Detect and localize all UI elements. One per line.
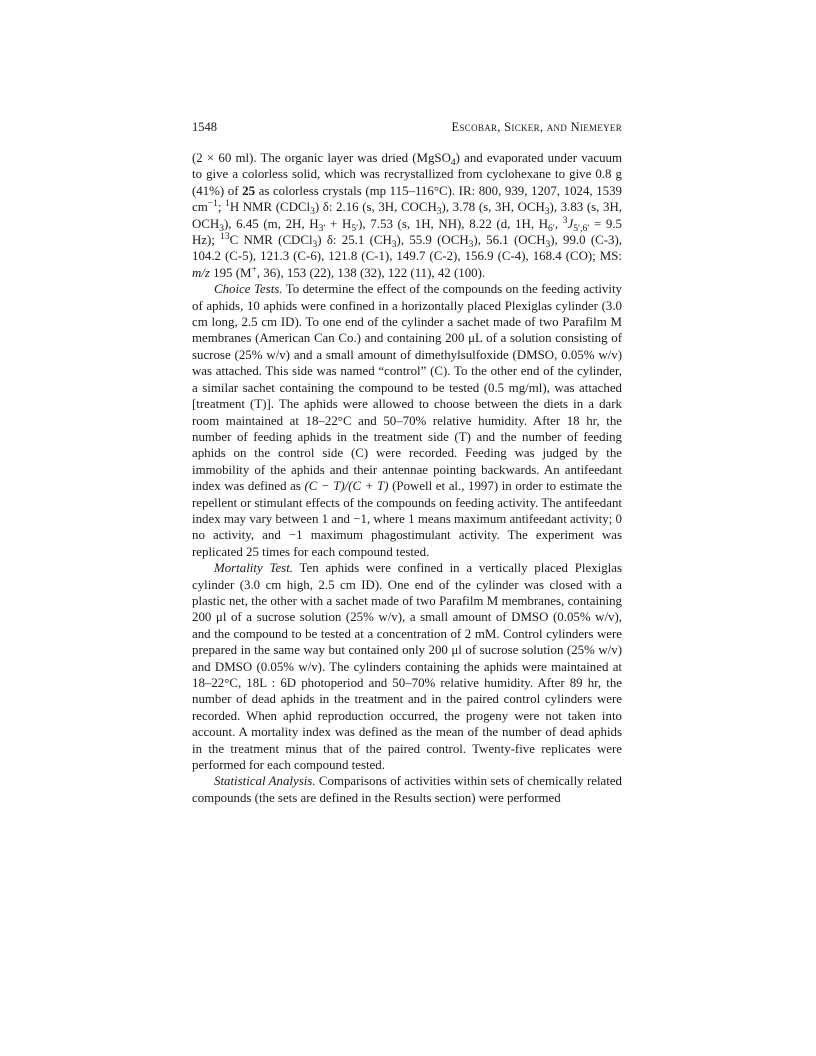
section-title-mortality-test: Mortality Test. bbox=[214, 561, 293, 576]
paragraph-statistical-analysis: Statistical Analysis. Comparisons of activities within sets of chemically related compounds (the sets are defined in the Results section) were performed bbox=[192, 774, 623, 805]
antifeedant-formula: (C − T)/(C + T) bbox=[304, 479, 389, 494]
compound-number: 25 bbox=[242, 183, 256, 198]
running-head-authors: Escobar, Sicker, and Niemeyer bbox=[451, 120, 622, 134]
running-head bbox=[192, 118, 622, 136]
section-title-choice-tests: Choice Tests. bbox=[214, 282, 283, 297]
paragraph-choice-tests: Choice Tests. To determine the effect of the compounds on the feeding activity of aphids, 10 aphids were confined in a horizontally placed Plexiglas cylinder (3.0 cm long, 2.5 cm ID). To one end of the cylinder a sachet made of two Parafilm M membranes (American Can Co.) and containing 200 μL of a solution consisting of sucrose (25% w/v) and a small amount of dimethylsulfoxide (DMSO, 0.05% w/v) was attached. This side was named “control” (C). To the other end of the cylinder, a similar sachet containing the compound to be tested (0.5 mg/ml), was attached [treatment (T)]. The aphids were allowed to choose between the diets in a dark room maintained at 18–22°C and 50–70% relative humidity. After 18 hr, the number of feeding aphids in the treatment side (T) and the number of feeding aphids on the control side (C) were recorded. Feeding was judged by the immobility of the aphids and their antennae pointing backwards. An antifeedant index was defined as (C − T)/(C + T) (Powell et al., 1997) in order to estimate the repellent or stimulant effects of the compounds on feeding activity. The antifeedant index may vary between 1 and −1, where 1 means maximum antifeedant activity; 0 no activity, and −1 maximum phagostimulant activity. The experiment was replicated 25 times for each compound tested. bbox=[192, 282, 623, 559]
section-title-statistical-analysis: Statistical Analysis. bbox=[214, 774, 316, 789]
page-number: 1548 bbox=[192, 120, 217, 134]
paragraph-synthesis-data: (2 × 60 ml). The organic layer was dried (MgSO$_4$) and evaporated under vacuum to give a colorless solid, which was recrystallized from cyclohexane to give 0.8 g (41%) of 25 as colorless crystals (mp 115–116°C). IR: 800, 939, 1207, 1024, 1539 $cm^{-1}$; $^1$H NMR (CDCl$_3$) δ: 2.16 (s, 3H, $COCH_3$), 3.78 (s, 3H, $OCH_3$), 3.83 (s, 3H, $OCH_3$), 6.45 (m, 2H, $H_{3'} + H_{5'}$), 7.53 (s, 1H, NH), 8.22 (d, 1H, $H_{6'}$, $^3J_{5',6'} = 9.5$ Hz); $^{13}$C NMR (CDCl$_3$) δ: 25.1 $(CH_3)$, 55.9 $(OCH_3)$, 56.1 $(OCH_3)$, 99.0 (C-3), 104.2 (C-5), 121.3 (C-6), 121.8 (C-1), 149.7 (C-2), 156.9 (C-4), 168.4 (CO); MS: m/z 195 (M+, 36), 153 (22), 138 (32), 122 (11), 42 (100). bbox=[192, 151, 623, 280]
body-text bbox=[192, 150, 622, 806]
paragraph-mortality-test: Mortality Test. Ten aphids were confined in a vertically placed Plexiglas cylinder (3.0 cm high, 2.5 cm ID). One end of the cylinder was closed with a plastic net, the other with a sachet made of two Parafilm M membranes, containing 200 μl of a sucrose solution (25% w/v), a small amount of DMSO (0.05% w/v), and the compound to be tested at a concentration of 2 mM. Control cylinders were prepared in the same way but contained only 200 μl of sucrose solution (25% w/v) and DMSO (0.05% w/v). The cylinders containing the aphids were maintained at 18–22°C, 18L : 6D photoperiod and 50–70% relative humidity. After 89 hr, the number of dead aphids in the treatment and in the paired control cylinders were recorded. When aphid reproduction occurred, the progeny were not taken into account. A mortality index was defined as the mean of the number of dead aphids in the treatment minus that of the paired control. Twenty-five replicates were performed for each compound tested. bbox=[192, 561, 622, 773]
